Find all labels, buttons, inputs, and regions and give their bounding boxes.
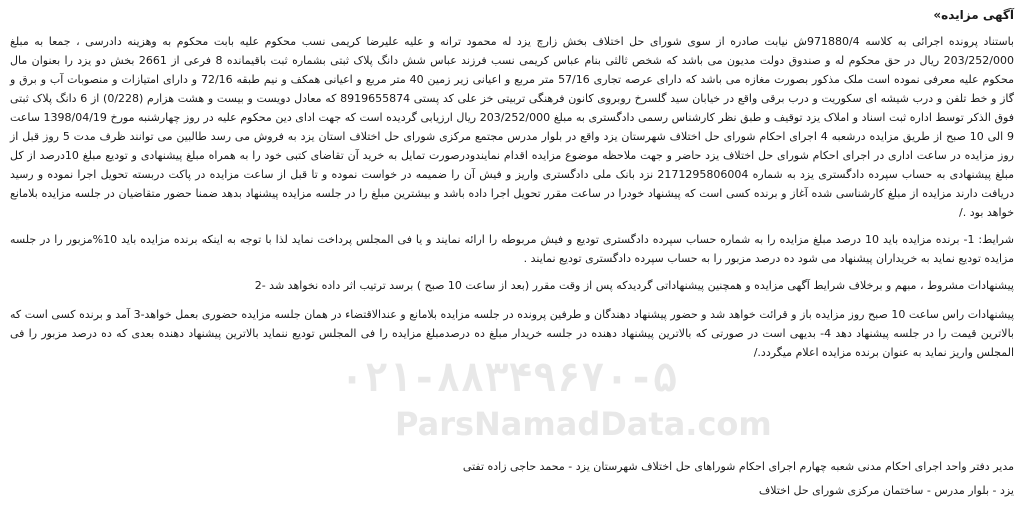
notice-address: یزد - بلوار مدرس - ساختمان مرکزی شورای حل اختلاف bbox=[758, 484, 1014, 497]
notice-signature: مدیر دفتر واحد اجرای احکام مدنی شعبه چهارم اجرای احکام شوراهای حل اختلاف شهرستان یزد - محمد حاجی زاده تفتی bbox=[462, 460, 1014, 473]
site-watermark: ParsNamadData.com bbox=[395, 405, 772, 443]
notice-condition-3: پیشنهادات راس ساعت 10 صبح روز مزایده باز و قرائت خواهد شد و حضور پیشنهاد دهندگان و طرفین پرونده در جلسه مزایده بلامانع و عندالاقتضاء در همان جلسه مزایده حضوری بعمل خواهد-3 آمد و برنده کسی است که بالاترین قیمت را در جلسه پیشنهاد دهد 4- بدیهی است در صورتی که بالاترین پیشنهاد دهنده در جلسه خریدار مبلغ ده درصدمبلغ مزایده را فی المجلس تودیع ننماید بالاترین پیشنهاد دهنده بعدی که ده درصد مزبور را فی المجلس واریز نماید به عنوان برنده مزایده اعلام میگردد./ bbox=[10, 308, 1015, 359]
notice-main-paragraph: باستناد پرونده اجرائی به کلاسه 971880/4ش نیابت صادره از سوی شورای حل اختلاف بخش زارچ یزد له محمود ترانه و علیه علیرضا کریمی نسب محکوم علیه بابت محکوم به وهزینه دادرسی ، جمعا به مبلغ 203/252/000 ریال در حق محکوم له و صندوق دولت مدیون می باشد که شخص ثالثی بنام عباس کریمی نسب فرزند عباس شش دانگ پلاک ثبتی بشماره ثبت باقیمانده 8 فرعی از 2661 بخش دو یزد را بعنوان مال محکوم علیه معرفی نموده است ملک مذکور بصورت مغازه می باشد که دارای عرصه تجاری 57/16 متر مربع و اعیانی زیر زمین 40 متر مربع و اعیانی همکف و نیم طبقه 72/16 و دارای امتیازات و منصوبات آب و برق و گاز و خط تلفن و درب شیشه ای سکوریت و درب برقی واقع در خیابان سید گلسرخ روبروی کانون فرهنگی تربیتی خز علی کد پستی 8919655874 که معادل دویست و بیست و هشت هزارم (0/228) از 6 دانگ پلاک ثبتی فوق الذکر توسط اداره ثبت اسناد و املاک یزد توقیف و طبق نظر کارشناس رسمی دادگستری به مبلغ 203/252/000 ریال ارزیابی گردیده است که جهت ادای دین محکوم علیه در روز چهارشنبه مورخ 1398/04/19 ساعت 9 الی 10 صبح از طریق مزایده درشعبه 4 اجرای احکام شورای حل اختلاف شهرستان یزد واقع در بلوار مدرس مجتمع مرکزی شورای حل اختلاف استان یزد به فروش می رسد طالبین می توانند ظرف مدت 5 روز قبل از روز مزایده در ساعت اداری در اجرای احکام شورای حل اختلاف یزد حاضر و جهت ملاحظه موضوع مزایده اقدام نمایندودرصورت تمایل به خرید آن تقاضای کتبی خود را به همراه مبلغ پیشنهادی و تودیع مبلغ 10درصد از کل مبلغ پیشنهادی به حساب سپرده دادگستری یزد به شماره 2171295806004 نزد بانک ملی دادگستری واریز و فیش آن را ضمیمه در خواست نموده و تا قبل از ساعت مزایده در پاکت دربسته تحویل اجرا نموده و رسید دریافت دارند مزایده از مبلغ کارشناسی شده آغاز و برنده کسی است که پیشنهاد خودرا در ساعت مقرر تحویل اجرا داده باشد و بیشترین مبلغ را در جلسه مزایده پیشنهاد بدهد ضمنا حضور متقاضیان در جلسه مزایده بلامانع خواهد بود ./ bbox=[10, 35, 1015, 219]
phone-watermark: ۰۲۱-۸۸۳۴۹۶۷۰-۵ bbox=[340, 355, 678, 401]
notice-condition-2: پیشنهادات مشروط ، مبهم و برخلاف شرایط آگهی مزایده و همچنین پیشنهاداتی گردیدکه پس از وقت مقرر (بعد از ساعت 10 صبح ) برسد ترتیب اثر داده نخواهد شد -2 bbox=[254, 279, 1014, 292]
notice-title: آگهی مزایده» bbox=[933, 8, 1014, 22]
notice-content bbox=[10, 6, 1014, 362]
notice-condition-1: شرایط: 1- برنده مزایده باید 10 درصد مبلغ مزایده را به شماره حساب سپرده دادگستری تودیع و فیش مربوطه را ارائه نمایند و یا فی المجلس پرداخت نماید لذا با توجه به اینکه برنده مزایده باید 10%مزبور را در جلسه مزایده تودیع نماید به خریداران پیشنهاد می شود ده درصد مزبور را به حساب سپرده دادگستری تودیع نمایند . bbox=[10, 233, 1014, 265]
